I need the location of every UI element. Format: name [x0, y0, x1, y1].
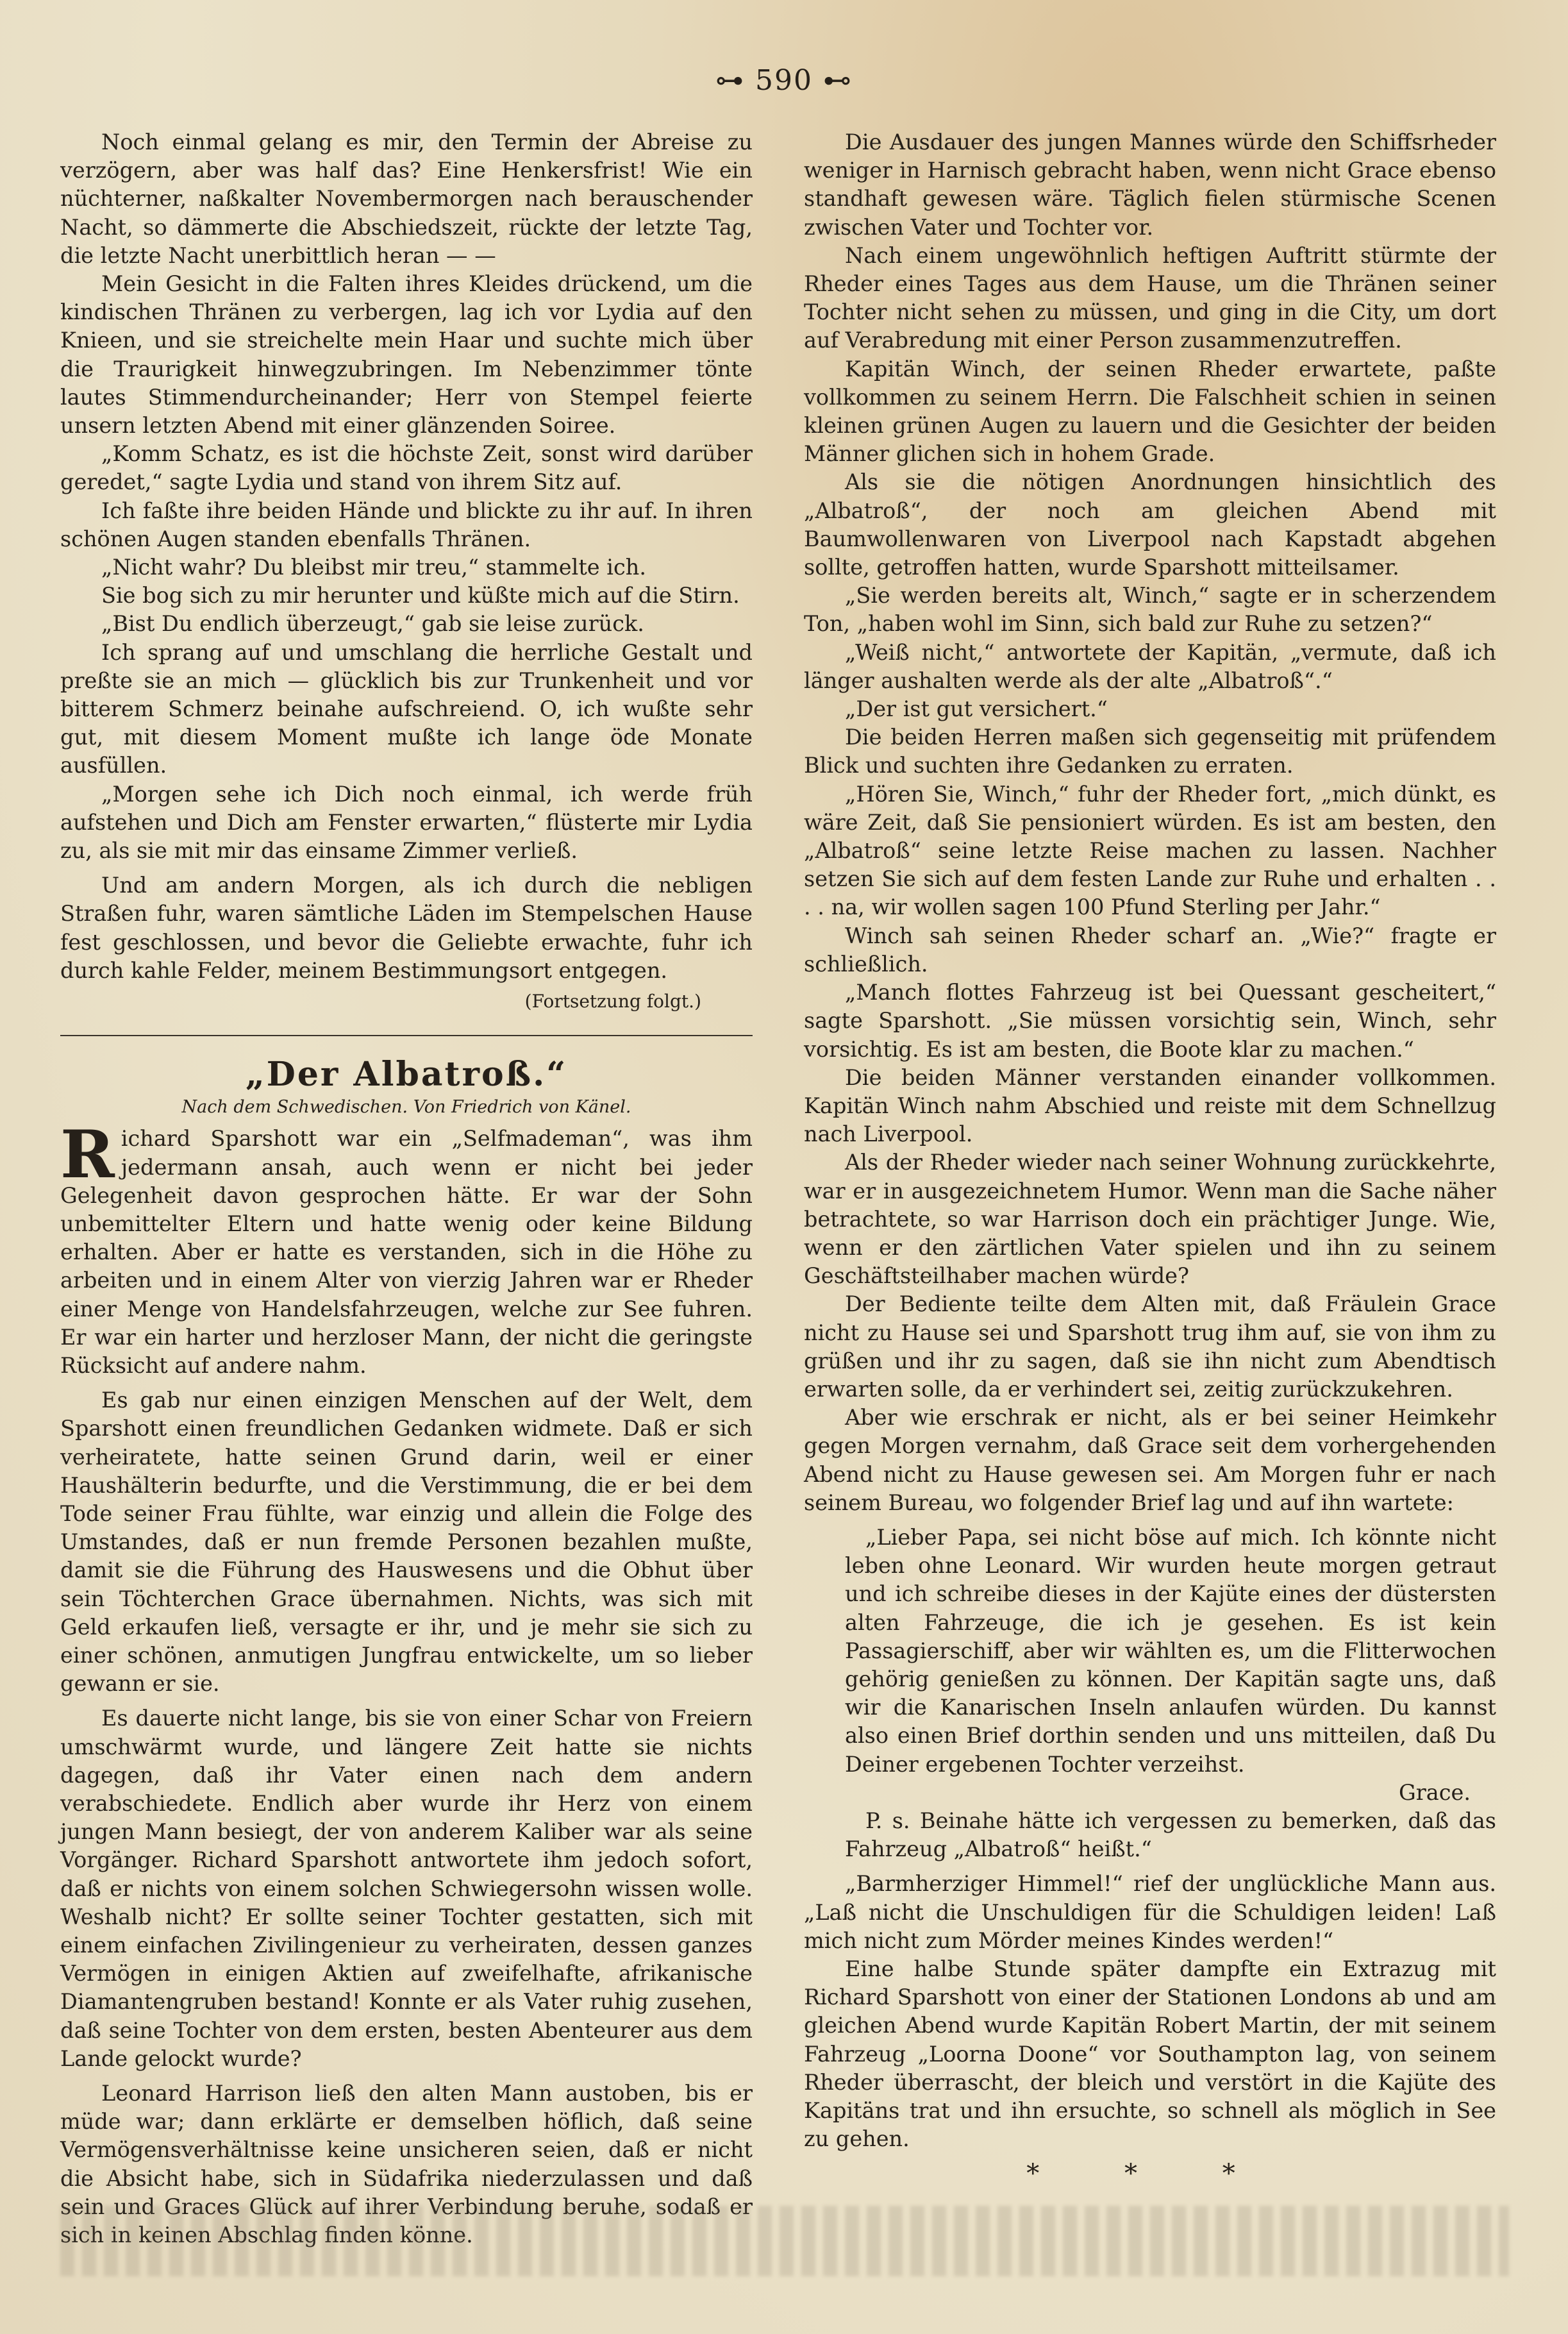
- paragraph: Eine halbe Stunde später dampfte ein Extrazug mit Richard Sparshott von einer der Stationen Londons ab und am gleichen Abend wurde Kapitän Robert Martin, der mit seinem Fahrzeug „Loorna Doone“ vor Southampton lag, von seinem Rheder überrascht, der bleich und verstört in die Kajüte des Kapitäns trat und ihn ersuchte, so schnell als möglich in See zu gehen.: [804, 1956, 1496, 2152]
- paragraph: Die beiden Männer verstanden einander vollkommen. Kapitän Winch nahm Abschied und reiste mit dem Schnellzug nach Liverpool.: [804, 1064, 1496, 1147]
- paragraph: „Sie werden bereits alt, Winch,“ sagte er in scherzendem Ton, „haben wohl im Sinn, sich bald zur Ruhe zu setzen?“: [804, 583, 1496, 637]
- paragraph: [60, 1116, 753, 1380]
- paragraph: Aber wie erschrak er nicht, als er bei seiner Heimkehr gegen Morgen vernahm, daß Grace seit dem vorhergehenden Abend nicht zu Hause gewesen sei. Am Morgen fuhr er nach seinem Bureau, wo folgender Brief lag und auf ihn wartete:: [804, 1405, 1496, 1515]
- paragraph: „Morgen sehe ich Dich noch einmal, ich werde früh aufstehen und Dich am Fenster erwarten,“ flüsterte mir Lydia zu, als sie mit mir das einsame Zimmer verließ.: [60, 781, 753, 864]
- drop-cap: R: [60, 1116, 115, 1194]
- paragraph: Winch sah seinen Rheder scharf an. „Wie?“ fragte er schließlich.: [804, 923, 1496, 977]
- paragraph: Der Bediente teilte dem Alten mit, daß Fräulein Grace nicht zu Hause sei und Sparshott trug ihm auf, sie von ihm zu grüßen und ihr zu sagen, daß sie ihn nicht zum Abendtisch erwarten solle, da er verhindert sei, zeitig zurückzukehren.: [804, 1291, 1496, 1402]
- postscript: P. s. Beinahe hätte ich vergessen zu bemerken, daß das Fahrzeug „Albatroß“ heißt.“: [845, 1808, 1496, 1862]
- letter-text: „Lieber Papa, sei nicht böse auf mich. Ich könnte nicht leben ohne Leonard. Wir wurden heute morgen getraut und ich schreibe dieses in der Kajüte eines der düstersten alten Fahrzeuge, die ich je gesehen. Es ist kein Passagierschiff, aber wir wählten es, um die Flitterwochen gehörig genießen zu können. Der Kapitän sagte uns, daß wir die Kanarischen Inseln anlaufen würden. Du kannst also einen Brief dorthin senden und uns mitteilen, daß Du Deiner ergebenen Tochter verzeihst.: [845, 1524, 1496, 1777]
- continuation-note: (Fortsetzung folgt.): [524, 991, 701, 1012]
- left-column: [60, 128, 753, 2249]
- section-stars: * * *: [1026, 2159, 1274, 2189]
- paragraph: Noch einmal gelang es mir, den Termin der Abreise zu verzögern, aber was half das? Eine Henkersfrist! Wie ein nüchterner, naßkalter Novembermorgen nach berauschender Nacht, so dämmerte die Abschiedszeit, rückte der letzte Tag, die letzte Nacht unerbittlich heran — —: [60, 130, 753, 268]
- paragraph: Mein Gesicht in die Falten ihres Kleides drückend, um die kindischen Thränen zu verbergen, lag ich vor Lydia auf den Knieen, und sie streichelte mein Haar und suchte mich über die Traurigkeit hinwegzubringen. Im Nebenzimmer tönte lautes Stimmendurcheinander; Herr von Stempel feierte unsern letzten Abend mit einer glänzenden Soiree.: [60, 271, 753, 439]
- article-title: „Der Albatroß.“: [245, 1055, 568, 1095]
- paragraph: Die Ausdauer des jungen Mannes würde den Schiffsrheder weniger in Harnisch gebracht haben, wenn nicht Grace ebenso standhaft gewesen wäre. Täglich fielen stürmische Scenen zwischen Vater und Tochter vor.: [804, 130, 1496, 240]
- paragraph: Ich sprang auf und umschlang die herrliche Gestalt und preßte sie an mich — glücklich bis zur Trunkenheit und vor bitterem Schmerz beinahe aufschreiend. O, ich wußte sehr gut, mit diesem Moment mußte ich lange öde Monate ausfüllen.: [60, 639, 753, 778]
- paragraph: Sie bog sich zu mir herunter und küßte mich auf die Stirn.: [101, 583, 740, 609]
- paragraph: „Manch flottes Fahrzeug ist bei Quessant gescheitert,“ sagte Sparshott. „Sie müssen vorsichtig sein, Winch, sehr vorsichtig. Es ist am besten, die Boote klar zu machen.“: [804, 980, 1496, 1062]
- paragraph: Die beiden Herren maßen sich gegenseitig mit prüfendem Blick und suchten ihre Gedanken zu erraten.: [804, 725, 1496, 778]
- paragraph: „Nicht wahr? Du bleibst mir treu,“ stammelte ich.: [101, 555, 646, 580]
- paragraph: Kapitän Winch, der seinen Rheder erwartete, paßte vollkommen zu seinem Herrn. Die Falschheit schien in seinen kleinen grünen Augen zu lauern und die Gesichter der beiden Männer glichen sich in hohem Grade.: [804, 356, 1496, 467]
- paragraph: Es gab nur einen einzigen Menschen auf der Welt, dem Sparshott einen freundlichen Gedanken widmete. Daß er sich verheiratete, hatte seinen Grund darin, weil er einer Haushälterin bedurfte, und die Verstimmung, die er bei dem Tode seiner Frau fühlte, war einzig und allein die Folge des Umstandes, daß er nun fremde Personen bezahlen mußte, damit sie die Führung des Hauswesens und die Obhut über sein Töchterchen Grace übernahmen. Nichts, was sich mit Geld erkaufen ließ, versagte er ihr, und je mehr sie sich zu einer schönen, anmutigen Jungfrau entwickelte, um so lieber gewann er sie.: [60, 1388, 753, 1697]
- paragraph: „Bist Du endlich überzeugt,“ gab sie leise zurück.: [101, 611, 644, 637]
- right-column: [804, 128, 1496, 2188]
- paragraph: „Der ist gut versichert.“: [845, 696, 1108, 722]
- bleed-through-text: [60, 2206, 1509, 2276]
- letter-signature: Grace.: [1399, 1779, 1471, 1805]
- paragraph: Es dauerte nicht lange, bis sie von einer Schar von Freiern umschwärmt wurde, und längere Zeit hatte sie nichts dagegen, daß ihr Vater einen nach dem andern verabschiedete. Endlich aber wurde ihr Herz von einem jungen Mann besiegt, der von anderem Kaliber war als seine Vorgänger. Richard Sparshott antwortete ihm jedoch sofort, daß er nichts von einem solchen Schwiegersohn wissen wolle. Weshalb nicht? Er sollte seiner Tochter gestatten, sich mit einem einfachen Zivilingenieur zu verheiraten, dessen ganzes Vermögen in einigen Aktien auf zweifelhafte, afrikanische Diamantengruben bestand! Konnte er als Vater ruhig zusehen, daß seine Tochter von dem ersten, besten Abenteurer aus dem Lande gelockt wurde?: [60, 1706, 753, 2071]
- paragraph: „Komm Schatz, es ist die höchste Zeit, sonst wird darüber geredet,“ sagte Lydia und stand von ihrem Sitz auf.: [60, 441, 753, 495]
- paragraph: Leonard Harrison ließ den alten Mann austoben, bis er müde war; dann erklärte er demselben höflich, daß seine Vermögensverhältnisse keine unsicheren seien, daß er nicht die Absicht habe, sich in Südafrika niederzulassen und daß sein und Graces Glück auf ihrer Verbindung beruhe, sodaß er sich in keinen Abschlag finden könne.: [60, 2081, 753, 2248]
- paragraph: „Weiß nicht,“ antwortete der Kapitän, „vermute, daß ich länger aushalten werde als der alte „Albatroß“.“: [804, 639, 1496, 693]
- section-divider: [60, 1035, 753, 1036]
- paragraph: „Barmherziger Himmel!“ rief der unglückliche Mann aus. „Laß nicht die Unschuldigen für die Schuldigen leiden! Laß mich nicht zum Mörder meines Kindes werden!“: [804, 1871, 1496, 1953]
- paragraph-text: ichard Sparshott war ein „Selfmademan“, was ihm jedermann ansah, auch wenn er nicht bei jeder Gelegenheit davon gesprochen hätte. Er war der Sohn unbemittelter Eltern und hatte wenig oder keine Bildung erhalten. Aber er hatte es verstanden, sich in die Höhe zu arbeiten und in einem Alter von vierzig Jahren war er Rheder einer Menge von Handelsfahrzeugen, welche zur See fuhren. Er war ein harter und herzloser Mann, der nicht die geringste Rücksicht auf andere nahm.: [60, 1126, 753, 1378]
- letter-block: [804, 1524, 1496, 1863]
- paragraph: Ich faßte ihre beiden Hände und blickte zu ihr auf. In ihren schönen Augen standen ebenfalls Thränen.: [60, 498, 753, 551]
- paragraph: „Hören Sie, Winch,“ fuhr der Rheder fort, „mich dünkt, es wäre Zeit, daß Sie pensioniert würden. Es ist am besten, den „Albatroß“ seine letzte Reise machen zu lassen. Nachher setzen Sie sich auf dem festen Lande zur Ruhe und erhalten . . . . na, wir wollen sagen 100 Pfund Sterling per Jahr.“: [804, 781, 1496, 920]
- paragraph: Und am andern Morgen, als ich durch die nebligen Straßen fuhr, waren sämtliche Läden im Stempelschen Hause fest geschlossen, und bevor die Geliebte erwachte, fuhr ich durch kahle Felder, meinem Bestimmungsort entgegen.: [60, 873, 753, 983]
- article-byline: Nach dem Schwedischen. Von Friedrich von Känel.: [181, 1097, 631, 1118]
- paragraph: Als sie die nötigen Anordnungen hinsichtlich des „Albatroß“, der noch am gleichen Abend mit Baumwollenwaren von Liverpool nach Kapstadt abgehen sollte, getroffen hatten, wurde Sparshott mitteilsamer.: [804, 469, 1496, 580]
- page-number: ⊶ 590 ⊷: [715, 64, 853, 97]
- paragraph: Nach einem ungewöhnlich heftigen Auftritt stürmte der Rheder eines Tages aus dem Hause, um die Thränen seiner Tochter nicht sehen zu müssen, und ging in die City, um dort auf Verabredung mit einer Person zusammenzutreffen.: [804, 242, 1496, 353]
- paragraph: Als der Rheder wieder nach seiner Wohnung zurückkehrte, war er in ausgezeichnetem Humor. Wenn man die Sache näher betrachtete, so war Harrison doch ein prächtiger Junge. Wie, wenn er den zärtlichen Vater spielen und ihn zu seinem Geschäftsteilhaber machen würde?: [804, 1150, 1496, 1289]
